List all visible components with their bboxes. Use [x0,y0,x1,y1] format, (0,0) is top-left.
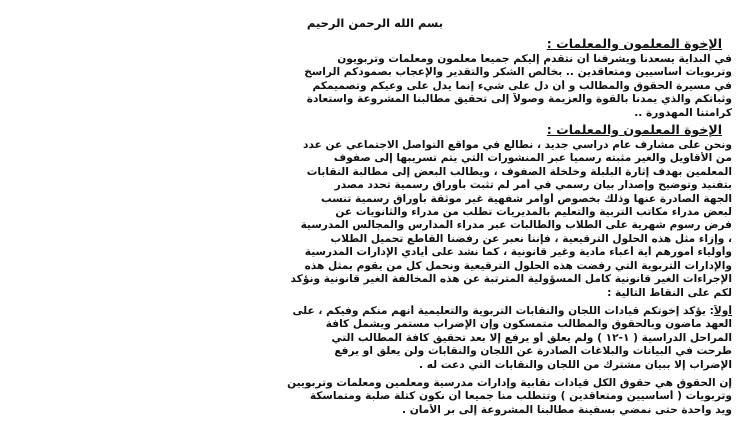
text-line: وثباتكم والذي يمدنا بالقوة والعزيمة وصولاً إلى تحقيق مطالبنا المشروعة واستعادة [306,93,732,106]
basmala: بسم الله الرحمن الرحيم [306,16,444,30]
text-line: وتربويات ( أساسيين ومتعاقدين ) وتتطلب منا جميعاً أن نكون كتلة صلبة ومتماسكة [309,390,732,403]
text-line: فرض رسوم شهرية على الطلاب والطالبات عبر مدراء المدارس والمجالس المدرسية [300,219,732,232]
heading-teachers-2: الإخوة المعلمون والمعلمات : [546,122,722,138]
text-line: في مسيرة الحقوق والمطالب و أن دل على شيء إنما يدل على وعيكم وتصميمكم [312,79,732,92]
text-line: ، وإزاء مثل هذه الحلول الترقيعية ، فإننا نعبر عن رفضنا القاطع تحميل الطلاب [330,232,732,245]
text-line: إن الحقوق هي حقوق الكل قيادات نقابية وإدارات مدرسية ومعلمين ومعلمات وتربويين [287,376,732,389]
point-1-label: أولاً [713,304,732,317]
paragraph-point-1 [18,305,732,372]
paragraph-closing [18,377,732,417]
text-line: وأولياء أمورهم أية أعباء مادية وغير قانونية ، كما نشد على أيادي الإدارات المدرسية [304,246,732,259]
text-line: الجهة الصادرة عنها وذلك بخصوص أوامر شفهية غير موثقة بأوراق رسمية تنسب [321,192,732,205]
text-line: المراحل الدراسية ( ١-١٢ ) ولم يعلق أو يرفع إلا بعد تحقيق كافة المطالب التي [331,331,732,344]
text-line: لكم على النقاط التالية : [607,286,732,299]
text-line: والإدارات التربوية التي رفضت هذه الحلول الترقيعية ونحمل كل من يقوم بمثل هذه [304,259,732,272]
text-line: في البداية يسعدنا ويشرفنا أن نتقدم إليكم جميعاً معلمون ومعلمات وتربويون [337,53,732,65]
text-line: الإجراءات الغير قانونية كامل المسؤولية المترتبة عن هذه المخالفة الغير قانونية ونؤكد [290,273,732,286]
text-line: ويد واحدة حتى نمضي بسفينة مطالبنا المشروعة إلى بر الأمان . [402,403,732,416]
point-1-text: : يؤكد إخوتكم قيادات اللجان والنقابات التربوية والتعليمية أنهم منكم وفيكم ، على [292,304,714,317]
paragraph-fees-statement [18,139,732,300]
text-line: العهد ماضون وبالحقوق والمطالب متمسكون وإن الإضراب مستمر ويشمل كافة [325,318,732,331]
text-line: من الأقاويل والغير مثبته رسمياً عبر المنشورات التي يتم تسريبها إلى صفوف [333,152,732,165]
text-line: طرحت في البيانات والبلاغات الصادرة عن اللجان والنقابات ولن يعلق او يرفع [334,345,732,358]
text-line: ونحن على مشارف عام دراسي جديد ، نطالع في مواقع التواصل الاجتماعي عن عدد [303,139,732,152]
text-line: لبعض مدراء مكاتب التربية والتعليم بالمديريات تطلب من مدراء والثانويات عن [335,206,732,219]
text-line: المعلمين بهدف إثارة البلبلة وخلخلة الصفوف ، ويطالب البعض إلى مطالبة النقابات [306,165,732,178]
text-line: الإضراب إلا ببيان مشترك من اللجان والنقابات التي دعت له . [418,358,732,371]
text-line-first [18,305,732,318]
paragraph-intro [18,53,732,120]
heading-teachers-1: الإخوة المعلمون والمعلمات : [546,36,722,51]
text-line: وتربويات أساسيين ومتعاقدين .. بخالص الشكر والتقدير والإعجاب بصمودكم الراسخ [304,66,732,79]
text-line: بتفنيد وتوضيح وإصدار بيان رسمي في أمر لم تثبت بأوراق رسمية تحدد مصدر [334,179,732,192]
text-line: كرامتنا المهدورة .. [634,106,732,119]
